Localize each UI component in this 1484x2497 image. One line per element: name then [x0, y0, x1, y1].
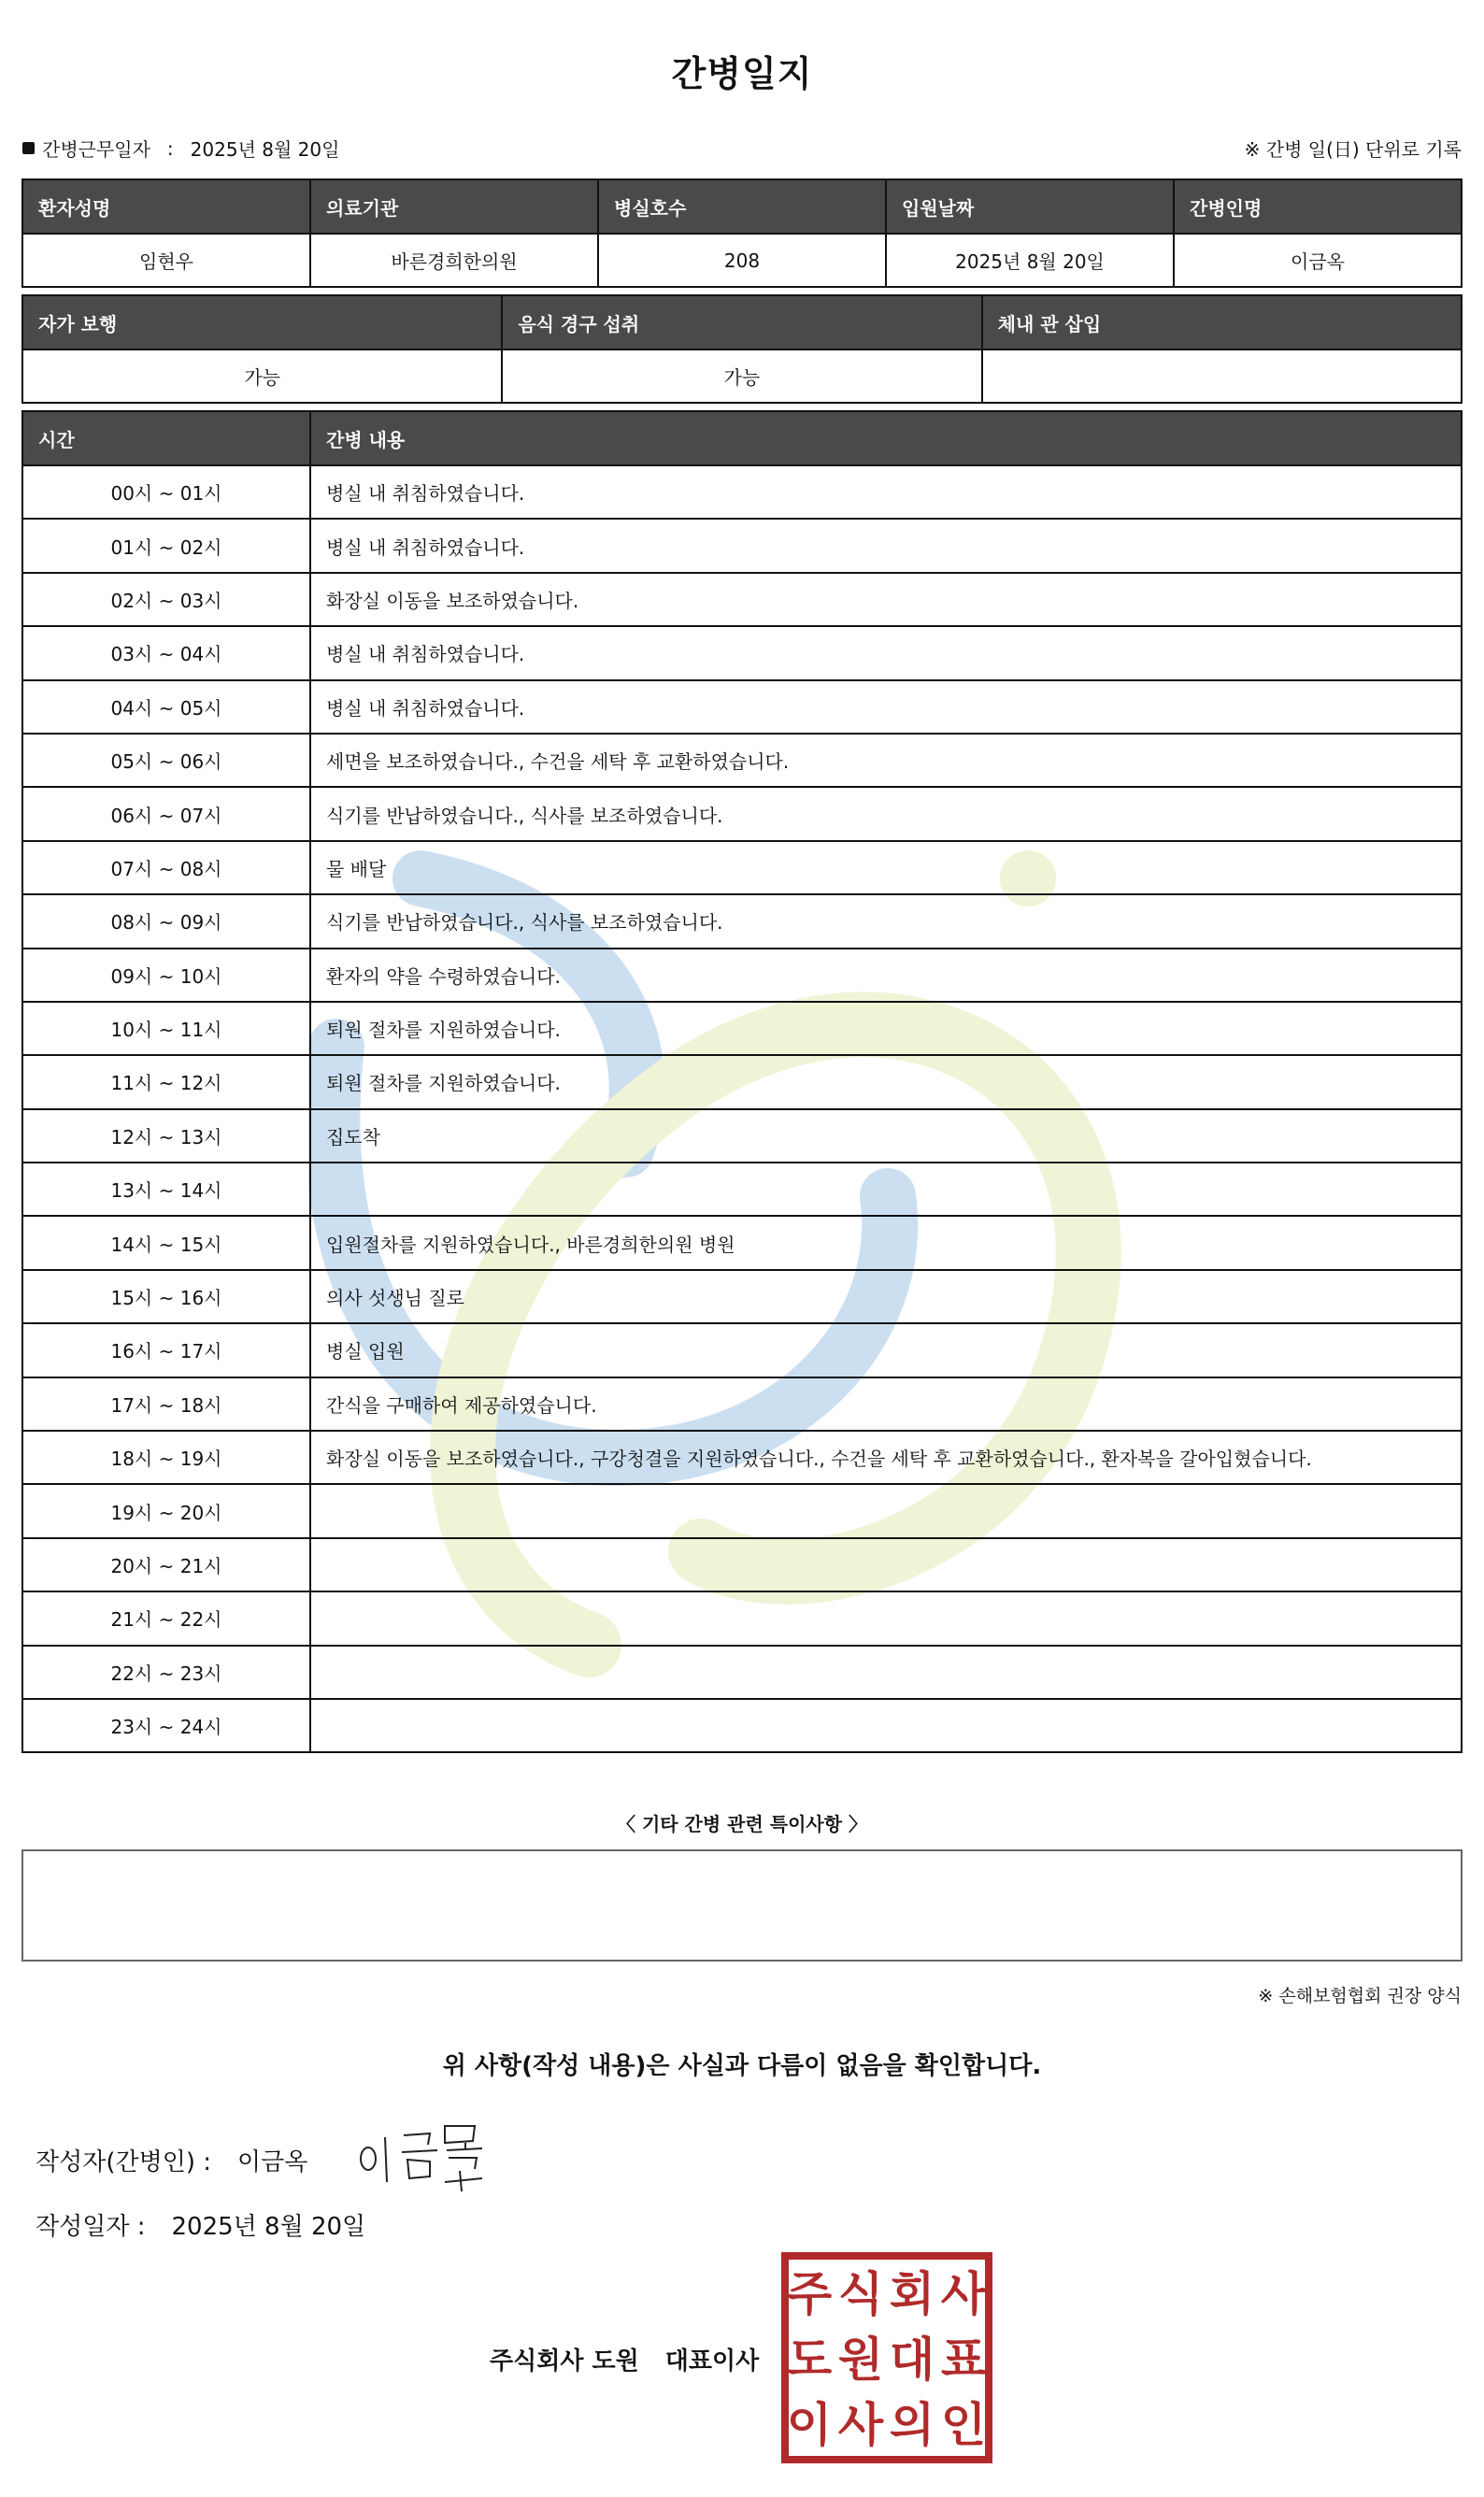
seal-character: 사	[837, 2398, 884, 2452]
write-date-row	[36, 2207, 365, 2242]
confirmation-statement: 위 사항(작성 내용)은 사실과 다름이 없음을 확인합니다.	[442, 2052, 1042, 2080]
content-cell	[310, 1699, 1462, 1752]
table-row	[22, 1431, 1462, 1484]
content-cell: 식기를 반납하였습니다., 식사를 보조하였습니다.	[310, 787, 1462, 840]
header-content: 간병 내용	[310, 411, 1462, 465]
time-cell: 03시 ~ 04시	[22, 626, 310, 679]
content-cell	[310, 1484, 1462, 1537]
content-cell: 환자의 약을 수령하였습니다.	[310, 949, 1462, 1002]
header-walking: 자가 보행	[22, 295, 502, 350]
time-cell: 10시 ~ 11시	[22, 1002, 310, 1055]
write-date-value: 2025년 8월 20일	[171, 2213, 366, 2241]
time-cell: 12시 ~ 13시	[22, 1109, 310, 1163]
content-cell: 화장실 이동을 보조하였습니다., 구강청결을 지원하였습니다., 수건을 세탁 후 교환하였습니다., 환자복을 갈아입혔습니다.	[310, 1431, 1462, 1484]
header-caregiver: 간병인명	[1174, 179, 1462, 234]
content-cell: 병실 내 취침하였습니다.	[310, 626, 1462, 679]
content-cell: 의사 섯생님 질로	[310, 1270, 1462, 1323]
time-cell: 16시 ~ 17시	[22, 1323, 310, 1377]
table-row	[22, 1216, 1462, 1269]
time-cell: 01시 ~ 02시	[22, 519, 310, 572]
content-cell: 식기를 반납하였습니다., 식사를 보조하였습니다.	[310, 894, 1462, 948]
seal-character: 원	[837, 2333, 884, 2387]
patient-info-table	[21, 178, 1463, 288]
header-patient-name: 환자성명	[22, 179, 310, 234]
content-cell: 퇴원 절차를 지원하였습니다.	[310, 1055, 1462, 1108]
table-row	[22, 894, 1462, 948]
seal-character: 주	[786, 2267, 833, 2321]
room-number: 208	[598, 234, 886, 287]
table-row	[22, 465, 1462, 519]
work-date-value: 2025년 8월 20일	[190, 138, 340, 161]
work-date-label: 간병근무일자	[42, 138, 150, 161]
table-row	[22, 1055, 1462, 1108]
patient-status-table	[21, 294, 1463, 404]
table-row	[22, 1377, 1462, 1431]
tube-value	[982, 350, 1462, 403]
header-room: 병실호수	[598, 179, 886, 234]
table-row	[22, 1699, 1462, 1752]
time-cell: 04시 ~ 05시	[22, 680, 310, 734]
content-cell: 병실 내 취침하였습니다.	[310, 519, 1462, 572]
table-row	[22, 1591, 1462, 1645]
time-cell: 22시 ~ 23시	[22, 1646, 310, 1699]
admission-date: 2025년 8월 20일	[886, 234, 1174, 287]
table-row	[22, 1109, 1462, 1163]
content-cell	[310, 1646, 1462, 1699]
content-cell	[310, 1538, 1462, 1591]
seal-character: 표	[940, 2333, 987, 2387]
care-log-table	[21, 410, 1463, 1753]
daily-note: ※ 간병 일(日) 단위로 기록	[1244, 138, 1462, 161]
time-cell: 05시 ~ 06시	[22, 734, 310, 787]
bullet-square-icon	[22, 142, 35, 154]
time-cell: 11시 ~ 12시	[22, 1055, 310, 1108]
ceo-title: 대표이사	[664, 2347, 760, 2376]
seal-character: 도	[786, 2333, 833, 2387]
table-row	[22, 949, 1462, 1002]
page-title: 간병일지	[671, 53, 813, 94]
table-row	[22, 841, 1462, 894]
time-cell: 02시 ~ 03시	[22, 573, 310, 626]
content-cell	[310, 1163, 1462, 1216]
time-cell: 14시 ~ 15시	[22, 1216, 310, 1269]
time-cell: 07시 ~ 08시	[22, 841, 310, 894]
walking-value: 가능	[22, 350, 502, 403]
content-cell: 간식을 구매하여 제공하였습니다.	[310, 1377, 1462, 1431]
content-cell: 화장실 이동을 보조하였습니다.	[310, 573, 1462, 626]
time-cell: 13시 ~ 14시	[22, 1163, 310, 1216]
time-cell: 06시 ~ 07시	[22, 787, 310, 840]
content-cell: 입원절차를 지원하였습니다., 바른경희한의원 병원	[310, 1216, 1462, 1269]
content-cell: 병실 내 취침하였습니다.	[310, 680, 1462, 734]
table-row	[22, 519, 1462, 572]
table-row	[22, 1646, 1462, 1699]
time-cell: 18시 ~ 19시	[22, 1431, 310, 1484]
writer-row	[36, 2143, 307, 2177]
content-cell: 물 배달	[310, 841, 1462, 894]
seal-character: 이	[786, 2398, 833, 2452]
writer-name: 이금옥	[237, 2148, 308, 2176]
header-oral-intake: 음식 경구 섭취	[502, 295, 981, 350]
content-cell	[310, 1591, 1462, 1645]
header-admission-date: 입원날짜	[886, 179, 1174, 234]
seal-character: 대	[889, 2333, 935, 2387]
table-row	[22, 626, 1462, 679]
time-cell: 21시 ~ 22시	[22, 1591, 310, 1645]
table-row	[22, 1270, 1462, 1323]
time-cell: 15시 ~ 16시	[22, 1270, 310, 1323]
table-row	[22, 1163, 1462, 1216]
content-cell: 집도착	[310, 1109, 1462, 1163]
time-cell: 23시 ~ 24시	[22, 1699, 310, 1752]
content-cell: 세면을 보조하였습니다., 수건을 세탁 후 교환하였습니다.	[310, 734, 1462, 787]
table-row	[22, 1484, 1462, 1537]
seal-character: 의	[889, 2398, 935, 2452]
table-row	[22, 1323, 1462, 1377]
table-row	[22, 1002, 1462, 1055]
oral-intake-value: 가능	[502, 350, 981, 403]
patient-name: 임현우	[22, 234, 310, 287]
content-cell: 병실 입원	[310, 1323, 1462, 1377]
etc-notes-box	[21, 1849, 1463, 1962]
content-cell: 병실 내 취침하였습니다.	[310, 465, 1462, 519]
table-row	[22, 680, 1462, 734]
time-cell: 20시 ~ 21시	[22, 1538, 310, 1591]
caregiver-name: 이금옥	[1174, 234, 1462, 287]
recommendation-note: ※ 손해보험협회 권장 양식	[1258, 1986, 1462, 2006]
hospital-name: 바른경희한의원	[310, 234, 598, 287]
company-name: 주식회사 도원	[490, 2347, 639, 2376]
header-tube: 체내 관 삽입	[982, 295, 1462, 350]
time-cell: 00시 ~ 01시	[22, 465, 310, 519]
time-cell: 09시 ~ 10시	[22, 949, 310, 1002]
writer-label: 작성자(간병인) :	[36, 2148, 212, 2176]
content-cell: 퇴원 절차를 지원하였습니다.	[310, 1002, 1462, 1055]
time-cell: 17시 ~ 18시	[22, 1377, 310, 1431]
time-cell: 19시 ~ 20시	[22, 1484, 310, 1537]
etc-section-title: 〈 기타 간병 관련 특이사항 〉	[616, 1813, 867, 1835]
company-seal-stamp	[781, 2252, 992, 2463]
handwritten-signature	[355, 2117, 495, 2201]
table-row	[22, 787, 1462, 840]
separator: :	[166, 136, 174, 160]
seal-character: 사	[940, 2267, 987, 2321]
table-row	[22, 1538, 1462, 1591]
seal-character: 회	[889, 2267, 935, 2321]
header-hospital: 의료기관	[310, 179, 598, 234]
company-line	[490, 2342, 759, 2376]
time-cell: 08시 ~ 09시	[22, 894, 310, 948]
seal-character: 인	[940, 2398, 987, 2452]
table-row	[22, 734, 1462, 787]
header-time: 시간	[22, 411, 310, 465]
seal-character: 식	[837, 2267, 884, 2321]
table-row	[22, 573, 1462, 626]
work-date-line	[22, 135, 339, 162]
write-date-label: 작성일자 :	[36, 2213, 146, 2241]
